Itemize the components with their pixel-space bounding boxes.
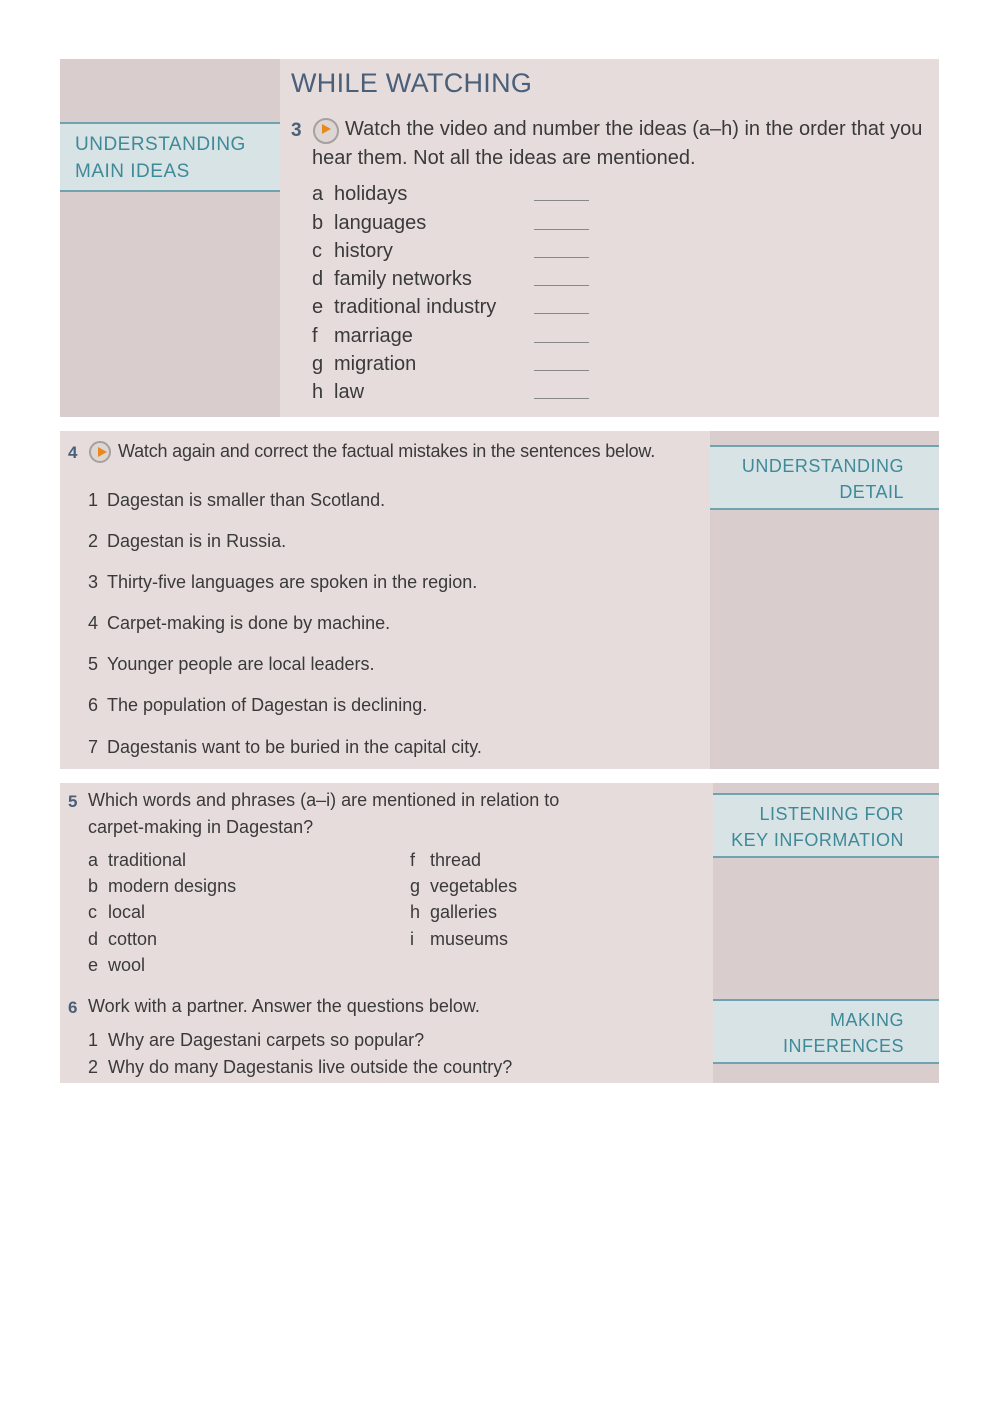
instruction: Watch again and correct the factual mistakes in the sentences below. <box>118 441 656 461</box>
list-item: h law <box>312 381 365 403</box>
list-item: 1 Dagestan is smaller than Scotland. <box>88 490 386 510</box>
exercise-number: 4 <box>68 443 78 462</box>
list-item: e traditional industry <box>312 296 497 318</box>
list-item: 3 Thirty-five languages are spoken in the region. <box>88 572 478 592</box>
list-item: i museums <box>410 929 509 949</box>
list-item: d cotton <box>88 929 158 949</box>
side-label-line: INFERENCES <box>782 1036 904 1056</box>
list-item: 1 Why are Dagestani carpets so popular? <box>88 1030 425 1050</box>
side-label-understanding-main-ideas <box>60 122 280 192</box>
side-label-line: UNDERSTANDING <box>75 134 246 155</box>
answer-blank[interactable] <box>534 285 589 286</box>
instruction: Work with a partner. Answer the questions below. <box>88 996 480 1016</box>
instruction-line: Which words and phrases (a–i) are mentioned in relation to <box>88 790 560 810</box>
list-item: 6 The population of Dagestan is declining. <box>88 695 428 715</box>
list-item: e wool <box>88 955 146 975</box>
answer-blank[interactable] <box>534 257 589 258</box>
list-item: 4 Carpet-making is done by machine. <box>88 613 391 633</box>
answer-blank[interactable] <box>534 200 589 201</box>
side-label-line: DETAIL <box>839 482 904 502</box>
list-item: g migration <box>312 353 417 375</box>
list-item: b languages <box>312 212 427 234</box>
exercise-number: 3 <box>291 120 302 141</box>
play-icon[interactable] <box>313 118 339 144</box>
play-icon[interactable] <box>89 441 111 463</box>
answer-blank[interactable] <box>534 342 589 343</box>
list-item: c local <box>88 902 146 922</box>
instruction-line: hear them. Not all the ideas are mentioned. <box>312 147 696 169</box>
list-item: d family networks <box>312 268 472 290</box>
answer-blank[interactable] <box>534 398 589 399</box>
side-label-line: MAKING <box>829 1010 904 1030</box>
section-title: WHILE WATCHING <box>291 68 533 98</box>
side-label-line: LISTENING FOR <box>759 804 904 824</box>
instruction-line: carpet-making in Dagestan? <box>88 817 314 837</box>
answer-blank[interactable] <box>534 229 589 230</box>
list-item: 2 Why do many Dagestanis live outside the country? <box>88 1057 513 1077</box>
list-item: a traditional <box>88 850 187 870</box>
list-item: 7 Dagestanis want to be buried in the capital city. <box>88 737 482 757</box>
side-label-line: MAIN IDEAS <box>75 161 190 182</box>
side-label-listening-for-key-information <box>713 793 939 858</box>
list-item: h galleries <box>410 902 498 922</box>
list-item: f marriage <box>312 325 413 347</box>
list-item: a holidays <box>312 183 408 205</box>
side-label-line: UNDERSTANDING <box>741 456 904 476</box>
answer-blank[interactable] <box>534 313 589 314</box>
exercise-number: 6 <box>68 998 78 1017</box>
list-item: g vegetables <box>410 876 518 896</box>
answer-blank[interactable] <box>534 370 589 371</box>
list-item: b modern designs <box>88 876 237 896</box>
side-label-making-inferences <box>713 999 939 1064</box>
list-item: 2 Dagestan is in Russia. <box>88 531 287 551</box>
section1-side-column <box>60 59 280 417</box>
list-item: c history <box>312 240 393 262</box>
instruction-line: Watch the video and number the ideas (a–h) in the order that you <box>345 118 923 140</box>
list-item: f thread <box>410 850 482 870</box>
list-item: 5 Younger people are local leaders. <box>88 654 375 674</box>
side-label-line: KEY INFORMATION <box>731 830 904 850</box>
side-label-understanding-detail <box>710 445 939 510</box>
exercise-number: 5 <box>68 792 78 811</box>
